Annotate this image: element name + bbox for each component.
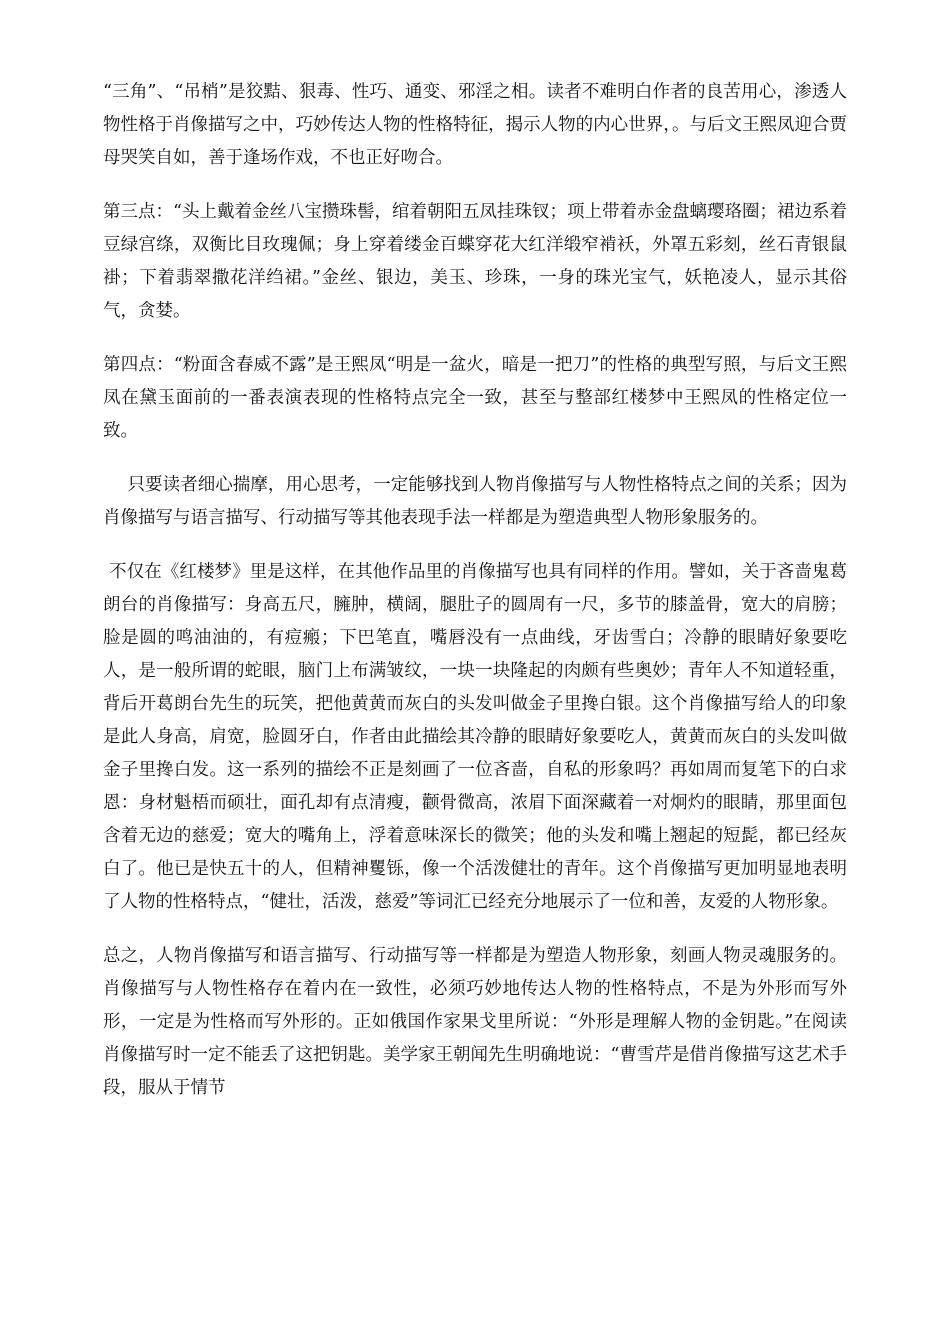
paragraph-2: 第三点：“头上戴着金丝八宝攒珠髻，绾着朝阳五凤挂珠钗；项上带着赤金盘螭璎珞圈；裙边系着豆绿宫绦，双衡比目玫瑰佩；身上穿着缕金百蝶穿花大红洋缎窄褃袄，外罩五彩刻，丝石青银鼠褂；下着翡翠撒花洋绉裙。”金丝、银边，美玉、珍珠，一身的珠光宝气，妖艳凌人，显示其俗气，贪婪。 <box>103 202 847 321</box>
paragraph-6: 总之，人物肖像描写和语言描写、行动描写等一样都是为塑造人物形象，刻画人物灵魂服务的。肖像描写与人物性格存在着内在一致性，必须巧妙地传达人物的性格特点，不是为外形而写外形，一定是为性格而写外形的。正如俄国作家果戈里所说：“外形是理解人物的金钥匙。”在阅读肖像描写时一定不能丢了这把钥匙。美学家王朝闻先生明确地说：“曹雪芹是借肖像描写这艺术手段，服从于情节 <box>103 946 847 1098</box>
paragraph-1: “三角”、“吊梢”是狡黠、狠毒、性巧、通变、邪淫之相。读者不难明白作者的良苦用心，渗透人物性格于肖像描写之中，巧妙传达人物的性格特征，揭示人物的内心世界，。与后文王熙凤迎合贾母哭笑自如，善于逢场作戏，不也正好吻合。 <box>103 82 847 168</box>
document-body <box>103 76 847 1126</box>
paragraph-4: 只要读者细心揣摩，用心思考，一定能够找到人物肖像描写与人物性格特点之间的关系；因为肖像描写与语言描写、行动描写等其他表现手法一样都是为塑造典型人物形象服务的。 <box>103 475 847 528</box>
paragraph-5: 不仅在《红楼梦》里是这样，在其他作品里的肖像描写也具有同样的作用。譬如，关于吝啬鬼葛朗台的肖像描写：身高五尺，臃肿，横阔，腿肚子的圆周有一尺，多节的膝盖骨，宽大的肩膀；脸是圆的鸣油油的，有痘瘢；下巴笔直，嘴唇没有一点曲线，牙齿雪白；冷静的眼睛好象要吃人，是一般所谓的蛇眼，脑门上布满皱纹，一块一块隆起的肉颇有些奥妙；青年人不知道轻重，背后开葛朗台先生的玩笑，把他黄黄而灰白的头发叫做金子里搀白银。这个肖像描写给人的印象是此人身高，肩宽，脸圆牙白，作者由此描绘其冷静的眼睛好象要吃人，黄黄而灰白的头发叫做金子里搀白发。这一系列的描绘不正是刻画了一位吝啬，自私的形象吗？再如周而复笔下的白求恩：身材魁梧而硕壮，面孔却有点清瘦，颧骨微高，浓眉下面深藏着一对炯灼的眼睛，那里面包含着无边的慈爱；宽大的嘴角上，浮着意味深长的微笑；他的头发和嘴上翘起的短髭，都已经灰白了。他已是快五十的人，但精神矍铄，像一个活泼健壮的青年。这个肖像描写更加明显地表明了人物的性格特点，“健壮，活泼，慈爱”等词汇已经充分地展示了一位和善，友爱的人物形象。 <box>103 562 847 912</box>
paragraph-3: 第四点：“粉面含春威不露”是王熙凤“明是一盆火，暗是一把刀”的性格的典型写照，与后文王熙凤在黛玉面前的一番表演表现的性格特点完全一致，甚至与整部红楼梦中王熙凤的性格定位一致。 <box>103 355 847 441</box>
